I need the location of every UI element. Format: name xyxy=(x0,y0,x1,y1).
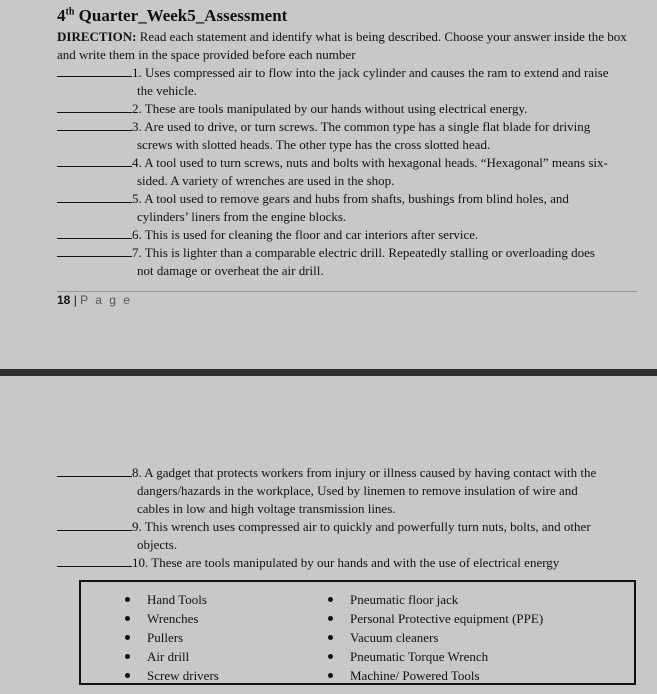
bullet-icon xyxy=(328,616,333,621)
bullet-icon xyxy=(328,597,333,602)
question-text: 1. Uses compressed air to flow into the jack cylinder and causes the ram to extend and raise xyxy=(132,65,609,80)
question-text: 5. A tool used to remove gears and hubs from shafts, bushings from blind holes, and xyxy=(132,191,569,206)
direction-paragraph xyxy=(57,28,642,64)
footer-separator: | xyxy=(70,293,81,307)
question-text-cont: dangers/hazards in the workplace, Used by linemen to remove insulation of wire and xyxy=(137,483,578,498)
title-superscript: th xyxy=(65,6,75,18)
title-number: 4 xyxy=(57,6,66,25)
question-text: 10. These are tools manipulated by our hands and with the use of electrical energy xyxy=(132,555,560,570)
answer-blank[interactable] xyxy=(57,520,132,531)
question-10 xyxy=(57,554,642,572)
choice-text: Wrenches xyxy=(147,611,199,626)
question-text: 2. These are tools manipulated by our hands without using electrical energy. xyxy=(132,101,528,116)
question-5 xyxy=(57,190,642,226)
question-text-cont: the vehicle. xyxy=(137,83,197,98)
choice-item xyxy=(324,609,543,628)
bullet-icon xyxy=(328,673,333,678)
choice-text: Pneumatic floor jack xyxy=(350,592,459,607)
choice-text: Air drill xyxy=(147,649,190,664)
title-text: Quarter_Week5_Assessment xyxy=(74,6,288,25)
choice-text: Pneumatic Torque Wrench xyxy=(350,649,489,664)
page-separator xyxy=(0,369,657,376)
bullet-icon xyxy=(125,597,130,602)
answer-blank[interactable] xyxy=(57,66,132,77)
answer-blank[interactable] xyxy=(57,228,132,239)
page-footer xyxy=(57,293,132,307)
footer-divider xyxy=(57,291,637,292)
answer-blank[interactable] xyxy=(57,192,132,203)
answer-blank[interactable] xyxy=(57,556,132,567)
bullet-icon xyxy=(328,635,333,640)
answer-blank[interactable] xyxy=(57,120,132,131)
question-text-cont: not damage or overheat the air drill. xyxy=(137,263,324,278)
question-1 xyxy=(57,64,642,100)
choice-item xyxy=(121,590,219,609)
answer-blank[interactable] xyxy=(57,102,132,113)
question-text: 9. This wrench uses compressed air to quickly and powerfully turn nuts, bolts, and other xyxy=(132,519,591,534)
choice-item xyxy=(121,647,219,666)
bullet-icon xyxy=(125,673,130,678)
answer-blank[interactable] xyxy=(57,466,132,477)
direction-text: Read each statement and identify what is being described. Choose your answer inside the box and write them in the space provided before each number xyxy=(57,29,627,62)
question-text-cont: objects. xyxy=(137,537,178,552)
choice-item xyxy=(324,647,543,666)
choice-text: Screw drivers xyxy=(147,668,219,683)
question-text-cont: cables in low and high voltage transmission lines. xyxy=(137,501,396,516)
bullet-icon xyxy=(125,654,130,659)
question-text-cont: sided. A variety of wrenches are used in the shop. xyxy=(137,173,395,188)
question-9 xyxy=(57,518,642,554)
question-3 xyxy=(57,118,642,154)
question-text: 6. This is used for cleaning the floor and car interiors after service. xyxy=(132,227,479,242)
choices-right-column xyxy=(324,590,543,685)
question-text-cont: screws with slotted heads. The other type has the cross slotted head. xyxy=(137,137,491,152)
choice-item xyxy=(324,666,543,685)
question-text-cont: cylinders’ liners from the engine blocks. xyxy=(137,209,347,224)
choice-item xyxy=(121,609,219,628)
answer-choices-box xyxy=(79,580,636,685)
question-4 xyxy=(57,154,642,190)
bullet-icon xyxy=(328,654,333,659)
answer-blank[interactable] xyxy=(57,156,132,167)
page-number: 18 xyxy=(57,293,71,307)
page-title xyxy=(57,6,287,26)
question-8 xyxy=(57,464,642,518)
question-text: 4. A tool used to turn screws, nuts and bolts with hexagonal heads. “Hexagonal” means six- xyxy=(132,155,608,170)
choice-item xyxy=(324,590,543,609)
choice-text: Personal Protective equipment (PPE) xyxy=(350,611,544,626)
choice-item xyxy=(121,628,219,647)
choice-text: Hand Tools xyxy=(147,592,207,607)
direction-label: DIRECTION: xyxy=(57,29,137,44)
choice-item xyxy=(324,628,543,647)
question-6 xyxy=(57,226,642,244)
answer-blank[interactable] xyxy=(57,246,132,257)
page-label: P a g e xyxy=(80,293,132,307)
choice-text: Machine/ Powered Tools xyxy=(350,668,480,683)
choice-item xyxy=(121,666,219,685)
question-text: 7. This is lighter than a comparable electric drill. Repeatedly stalling or overloading does xyxy=(132,245,595,260)
question-2 xyxy=(57,100,642,118)
bullet-icon xyxy=(125,616,130,621)
bullet-icon xyxy=(125,635,130,640)
question-7 xyxy=(57,244,642,280)
choice-text: Pullers xyxy=(147,630,184,645)
choices-left-column xyxy=(121,590,219,685)
choice-text: Vacuum cleaners xyxy=(350,630,439,645)
question-text: 8. A gadget that protects workers from injury or illness caused by having contact with the xyxy=(132,465,597,480)
question-text: 3. Are used to drive, or turn screws. The common type has a single flat blade for driving xyxy=(132,119,591,134)
